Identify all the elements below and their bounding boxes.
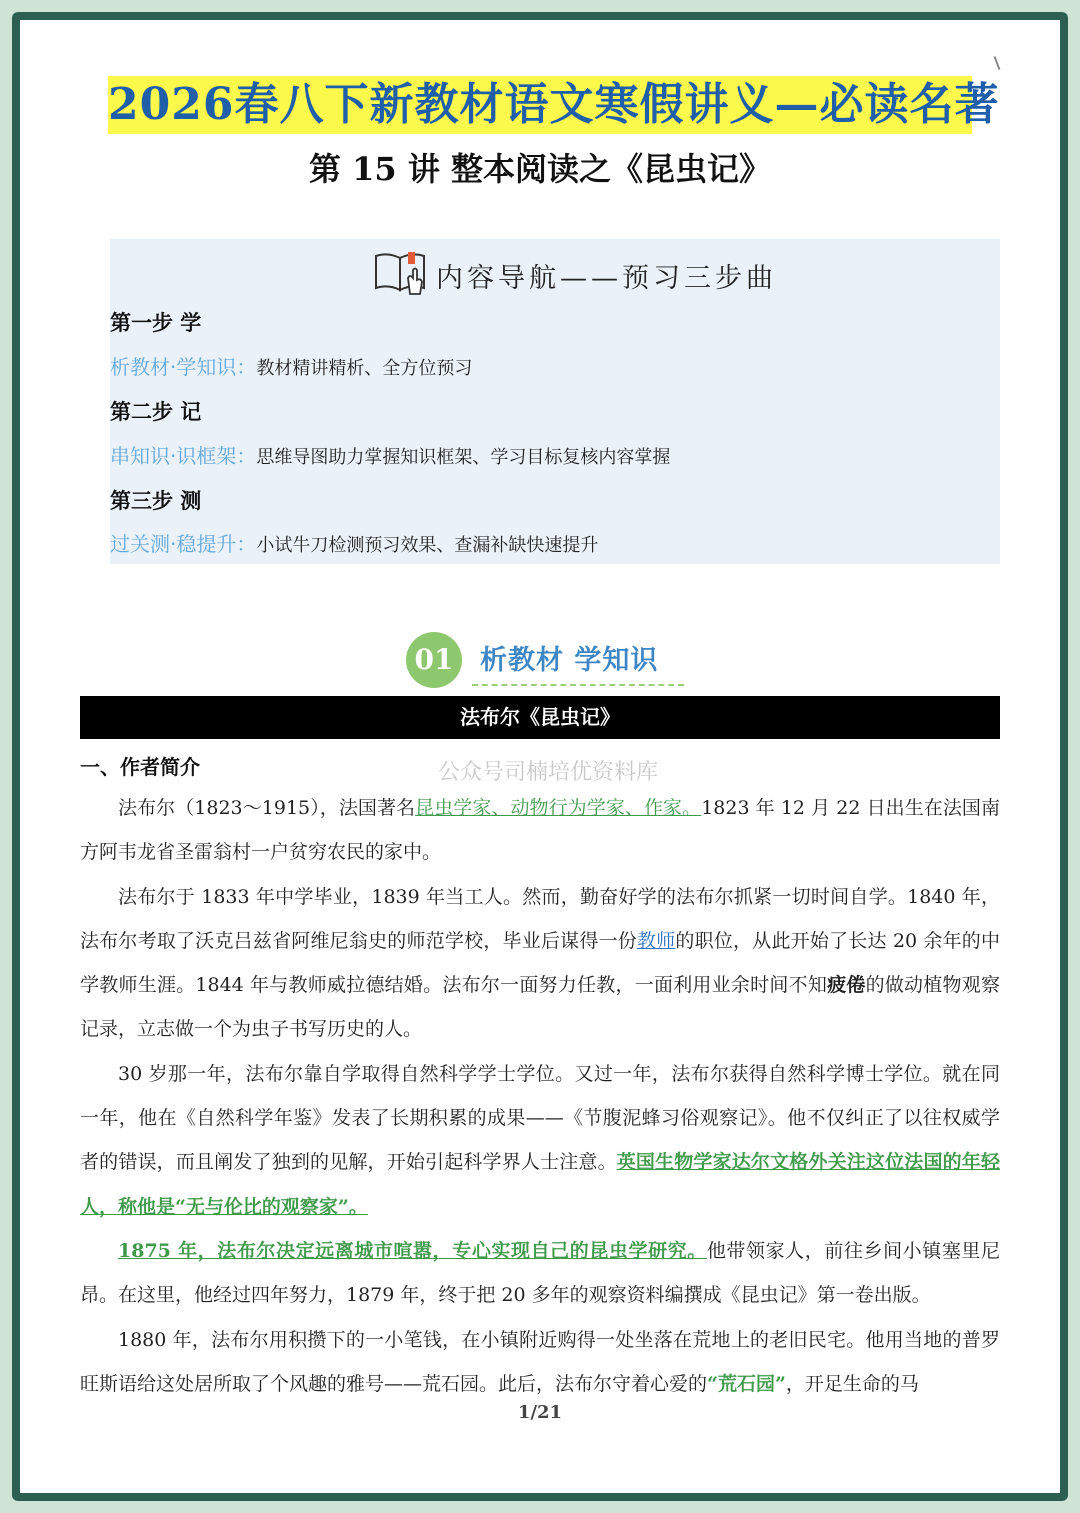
body-text xyxy=(80,786,1000,1406)
section-heading xyxy=(406,626,676,696)
nav-title: 内容导航——预习三步曲 xyxy=(436,262,777,294)
sub-title: 第 15 讲 整本阅读之《昆虫记》 xyxy=(309,150,771,188)
open-book-icon xyxy=(372,248,430,302)
step-3-title: 第三步 测 xyxy=(110,489,202,513)
paragraph-5: 1880 年，法布尔用积攒下的一小笔钱，在小镇附近购得一处坐落在荒地上的老旧民宅。他用当地的普罗旺斯语给这处居所取了个风趣的雅号——荒石园。此后，法布尔守着心爱的“荒石园”，开足生命的马 xyxy=(80,1328,1000,1395)
step-2-desc: 思维导图助力掌握知识框架、学习目标复核内容掌握 xyxy=(256,447,671,468)
paragraph-1: 法布尔（1823～1915），法国著名昆虫学家、动物行为学家、作家。1823 年 12 月 22 日出生在法国南方阿韦龙省圣雷翁村一户贫穷农民的家中。 xyxy=(80,797,1000,864)
step-1-label: 析教材·学知识： xyxy=(110,355,257,379)
highlight-text: 1875 年，法布尔决定远离城市喧嚣，专心实现自己的昆虫学研究。 xyxy=(118,1239,707,1262)
step-2-title: 第二步 记 xyxy=(110,400,202,424)
content-navigation-box xyxy=(110,239,1000,564)
paragraph-2: 法布尔于 1833 年中学毕业，1839 年当工人。然而，勤奋好学的法布尔抓紧一切时间自学。1840 年，法布尔考取了沃克吕兹省阿维尼翁史的师范学校，毕业后谋得一份教师的职位，从此开始了长达 20 余年的中学教师生涯。1844 年与教师威拉德结婚。法布尔一面努力任教，一面利用业余时间不知疲倦的做动植物观察记录，立志做一个为虫子书写历史的人。 xyxy=(80,885,1000,1041)
highlight-text: “荒石园” xyxy=(707,1372,786,1395)
section-label: 析教材 学知识 xyxy=(480,645,659,676)
step-2-label: 串知识·识框架： xyxy=(110,444,257,468)
step-1-desc: 教材精讲精析、全方位预习 xyxy=(256,358,473,379)
section-number-badge: 01 xyxy=(406,632,462,688)
author-heading: 一、作者简介 xyxy=(80,755,200,779)
step-2-line xyxy=(110,440,670,469)
step-3-desc: 小试牛刀检测预习效果、查漏补缺快速提升 xyxy=(256,535,599,556)
step-3-line xyxy=(110,528,598,557)
highlight-text-blue: 教师 xyxy=(637,929,676,952)
watermark: 公众号司楠培优资料库 xyxy=(438,760,659,785)
highlight-text: 昆虫学家、动物行为学家、作家。 xyxy=(415,797,702,819)
main-title: 2026春八下新教材语文寒假讲义—必读名著 xyxy=(108,76,972,134)
corner-mark xyxy=(994,56,1001,70)
section-divider xyxy=(472,684,684,686)
step-3-label: 过关测·稳提升： xyxy=(110,532,257,556)
paragraph-3: 30 岁那一年，法布尔靠自学取得自然科学学士学位。又过一年，法布尔获得自然科学博士学位。就在同一年，他在《自然科学年鉴》发表了长期积累的成果——《节腹泥蜂习俗观察记》。他不仅纠正了以往权威学者的错误，而且阐发了独到的见解，开始引起科学界人士注意。英国生物学家达尔文格外关注这位法国的年轻人，称他是“无与伦比的观察家”。 xyxy=(80,1062,1000,1218)
paragraph-4: 1875 年，法布尔决定远离城市喧嚣，专心实现自己的昆虫学研究。他带领家人，前往乡间小镇塞里尼昂。在这里，他经过四年努力，1879 年，终于把 20 多年的观察资料编撰成《昆虫记》第一卷出版。 xyxy=(80,1239,1000,1307)
highlight-text: 英国生物学家达尔文格外关注这位法国的年轻人，称他是“无与伦比的观察家”。 xyxy=(80,1151,1000,1218)
step-1-title: 第一步 学 xyxy=(110,311,202,335)
step-1-line xyxy=(110,351,472,380)
page-number: 1/21 xyxy=(517,1402,563,1423)
topic-bar: 法布尔《昆虫记》 xyxy=(80,696,1000,739)
document-page xyxy=(20,20,1060,1493)
nav-header xyxy=(372,249,777,301)
